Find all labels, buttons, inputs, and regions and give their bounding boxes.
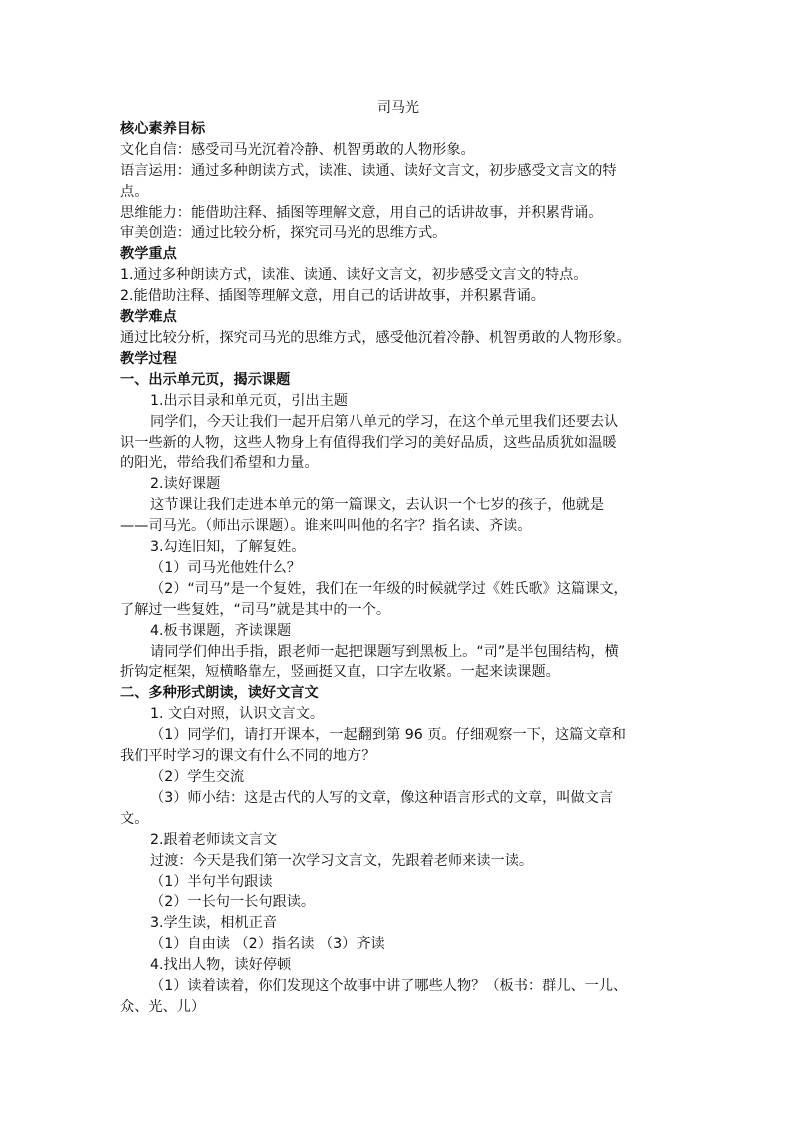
section-heading: 核心素养目标 [120, 120, 206, 137]
paragraph-line: 文化自信：感受司马光沉着冷静、机智勇敢的人物形象。 [120, 141, 475, 158]
section-heading: 教学过程 [120, 350, 177, 367]
paragraph-line: 审美创造：通过比较分析，探究司马光的思维方式。 [120, 225, 447, 242]
paragraph-line: 众、光、儿） [120, 998, 206, 1015]
paragraph-line: （2）一长句一长句跟读。 [150, 894, 316, 911]
paragraph-line: 这节课让我们走进本单元的第一篇课文，去认识一个七岁的孩子，他就是 [150, 497, 605, 514]
paragraph-line: 识一些新的人物，这些人物身上有值得我们学习的美好品质，这些品质犹如温暖 [120, 434, 617, 451]
paragraph-line: 通过比较分析，探究司马光的思维方式，感受他沉着冷静、机智勇敢的人物形象。 [120, 329, 631, 346]
section-heading: 教学重点 [120, 246, 177, 263]
paragraph-line: 4.找出人物，读好停顿 [150, 957, 292, 974]
paragraph-line: 点。 [120, 183, 149, 200]
paragraph-line: 2.跟着老师读文言文 [150, 831, 278, 848]
paragraph-line: 思维能力：能借助注释、插图等理解文意，用自己的话讲故事，并积累背诵。 [120, 204, 603, 221]
paragraph-line: 4.板书课题，齐读课题 [150, 622, 292, 639]
section-heading: 教学难点 [120, 309, 177, 326]
paragraph-line: 请同学们伸出手指，跟老师一起把课题写到黑板上。“司”是半包围结构，横 [150, 643, 619, 660]
paragraph-line: 的阳光，带给我们希望和力量。 [120, 455, 319, 472]
paragraph-line: 1.通过多种朗读方式，读准、读通、读好文言文，初步感受文言文的特点。 [120, 267, 588, 284]
paragraph-line: 1.出示目录和单元页，引出主题 [150, 392, 348, 409]
paragraph-line: （3）师小结：这是古代的人写的文章，像这种语言形式的文章，叫做文言 [150, 789, 614, 806]
section-heading: 一、出示单元页，揭示课题 [120, 371, 291, 388]
paragraph-line: （1）同学们，请打开课本，一起翻到第 96 页。仔细观察一下，这篇文章和 [150, 727, 626, 744]
paragraph-line: （1）自由读 （2）指名读 （3）齐读 [150, 936, 385, 953]
document-body [120, 119, 680, 1018]
paragraph-line: 3.勾连旧知，了解复姓。 [150, 539, 306, 556]
paragraph-line: 语言运用：通过多种朗读方式，读准、读通、读好文言文，初步感受文言文的特 [120, 162, 617, 179]
paragraph-line: （2）“司马”是一个复姓，我们在一年级的时候就学过《姓氏歌》这篇课文， [150, 580, 628, 597]
paragraph-line: 我们平时学习的课文有什么不同的地方？ [120, 748, 376, 765]
paragraph-line: 折钩定框架，短横略靠左，竖画挺又直，口字左收紧。一起来读课题。 [120, 664, 560, 681]
paragraph-line: 过渡：今天是我们第一次学习文言文，先跟着老师来读一读。 [150, 852, 534, 869]
paragraph-line: 3.学生读，相机正音 [150, 915, 278, 932]
paragraph-line: （1）读着读着，你们发现这个故事中讲了哪些人物？（板书：群儿、一儿、 [150, 978, 628, 995]
paragraph-line: 1. 文白对照，认识文言文。 [150, 706, 325, 723]
paragraph-line: 2.读好课题 [150, 476, 221, 493]
paragraph-line: 2.能借助注释、插图等理解文意，用自己的话讲故事，并积累背诵。 [120, 288, 545, 305]
paragraph-line: 文。 [120, 810, 149, 827]
paragraph-line: ——司马光。（师出示课题）。谁来叫叫他的名字？指名读、齐读。 [120, 518, 532, 535]
document-page [120, 98, 680, 1018]
paragraph-line: （1）司马光他姓什么？ [150, 559, 301, 576]
paragraph-line: 同学们，今天让我们一起开启第八单元的学习，在这个单元里我们还要去认 [150, 413, 619, 430]
section-heading: 二、多种形式朗读，读好文言文 [120, 685, 319, 702]
paragraph-line: （2）学生交流 [150, 769, 245, 785]
paragraph-line: （1）半句半句跟读 [150, 873, 273, 890]
paragraph-line: 了解过一些复姓，“司马”就是其中的一个。 [120, 601, 391, 618]
document-title: 司马光 [377, 100, 419, 116]
